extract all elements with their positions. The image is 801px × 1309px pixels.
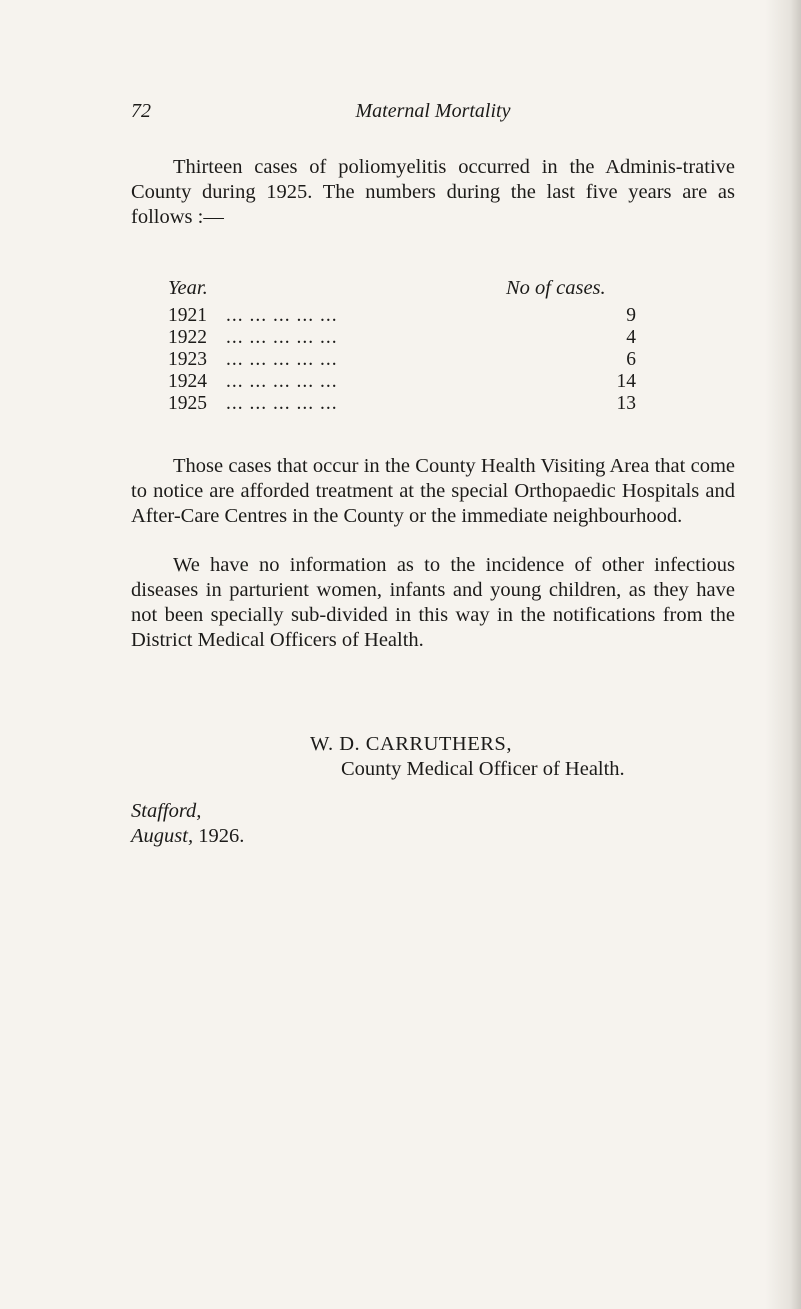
table-row: [168, 393, 738, 415]
dot-leader: ... ... ... ... ...: [226, 393, 338, 414]
column-header-year: Year.: [168, 277, 208, 299]
row-year: 1921: [168, 305, 207, 326]
paragraph-infectious-diseases: We have no information as to the incidence of other infectious diseases in parturient women, infants and young children, as they have not been specially sub-divided in this way in the notifications from the District Medical Officers of Health.: [131, 554, 735, 651]
paragraph-orthopaedic-treatment: Those cases that occur in the County Health Visiting Area that come to notice are afforded treatment at the special Orthopaedic Hospitals and After-Care Centres in the County or the immediate neighbourhood.: [131, 455, 735, 527]
table-row: [168, 305, 738, 327]
cases-table: [168, 277, 738, 415]
place: Stafford,: [131, 800, 202, 822]
dot-leader: ... ... ... ... ...: [226, 349, 338, 370]
row-year: 1925: [168, 393, 207, 414]
dot-leader: ... ... ... ... ...: [226, 305, 338, 326]
row-year: 1922: [168, 327, 207, 348]
table-row: [168, 349, 738, 371]
row-cases: 4: [626, 327, 636, 348]
row-cases: 13: [616, 393, 636, 414]
page-header: [131, 100, 735, 130]
date-line: [131, 824, 244, 849]
date-month: August,: [131, 825, 194, 847]
row-year: 1924: [168, 371, 207, 392]
row-cases: 9: [626, 305, 636, 326]
dot-leader: ... ... ... ... ...: [226, 327, 338, 348]
table-header: [168, 277, 738, 305]
paragraph-poliomyelitis: Thirteen cases of poliomyelitis occurred in the Adminis-trative County during 1925. The numbers during the last five years are as follows :—: [131, 156, 735, 228]
row-cases: 6: [626, 349, 636, 370]
table-row: [168, 327, 738, 349]
row-cases: 14: [616, 371, 636, 392]
table-row: [168, 371, 738, 393]
dot-leader: ... ... ... ... ...: [226, 371, 338, 392]
running-title: Maternal Mortality: [355, 100, 511, 122]
signatory-name: W. D. CARRUTHERS,: [310, 733, 512, 755]
place-date-block: [131, 799, 244, 849]
page-number: 72: [131, 100, 151, 122]
row-year: 1923: [168, 349, 207, 370]
date-year: 1926.: [198, 825, 245, 847]
page-edge-shadow: [765, 0, 801, 1309]
column-header-cases: No of cases.: [506, 277, 606, 299]
signatory-role: County Medical Officer of Health.: [341, 758, 625, 780]
signature-block: [310, 732, 625, 782]
